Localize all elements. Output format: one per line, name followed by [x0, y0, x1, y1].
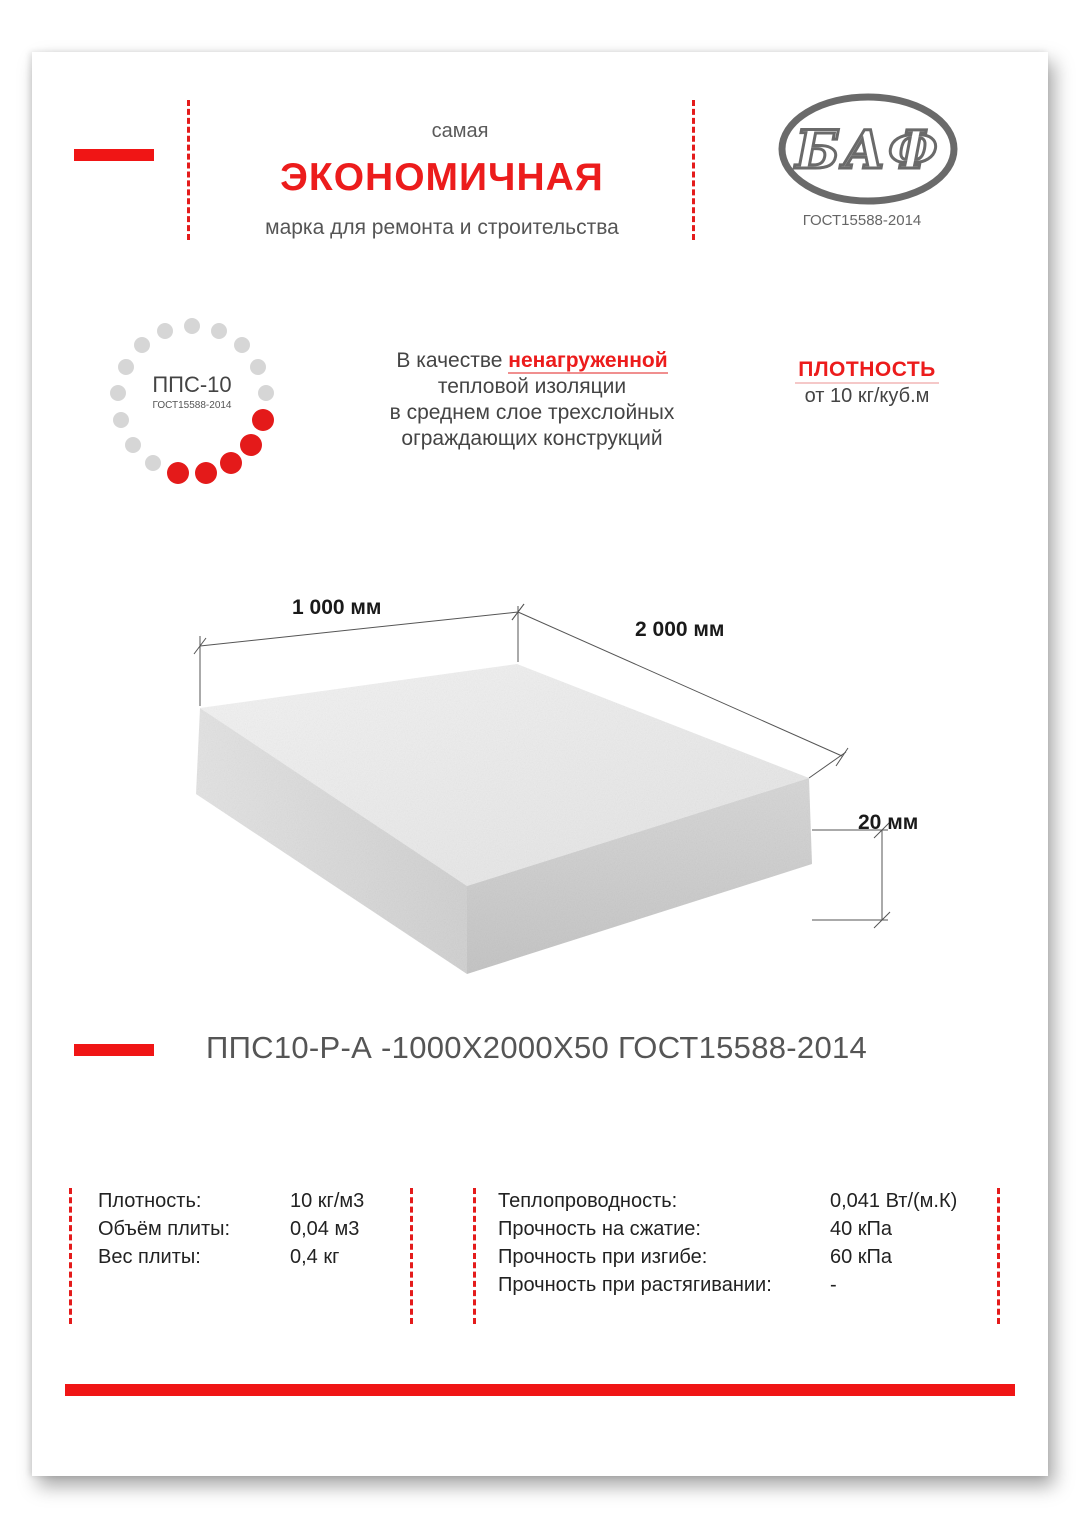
badge-standard: ГОСТ15588-2014	[152, 400, 232, 411]
spec-label: Прочность при растягивании:	[498, 1274, 772, 1296]
badge-dot-red	[167, 462, 189, 484]
badge-dot-gray	[125, 437, 141, 453]
dimension-width: 1 000 мм	[292, 596, 382, 619]
pre-title: самая	[431, 120, 489, 142]
specs-divider-3	[473, 1188, 476, 1324]
badge-dot-gray	[110, 385, 126, 401]
badge-dot-gray	[113, 412, 129, 428]
spec-label: Плотность:	[98, 1190, 202, 1212]
badge-dot-gray	[184, 318, 200, 334]
code-red-bar	[74, 1044, 154, 1056]
page-title: ЭКОНОМИЧНАЯ	[280, 156, 604, 199]
spec-value: -	[830, 1274, 837, 1296]
badge-name: ППС-10	[152, 372, 232, 397]
badge-dot-red	[240, 434, 262, 456]
badge-dot-gray	[145, 455, 161, 471]
dimension-thickness: 20 мм	[858, 811, 919, 834]
specs-divider-1	[69, 1188, 72, 1324]
spec-label: Вес плиты:	[98, 1246, 201, 1268]
specs-divider-4	[997, 1188, 1000, 1324]
usage-line-2: тепловой изоляции	[437, 375, 627, 398]
pps-badge	[110, 314, 274, 488]
spec-label: Прочность при изгибе:	[498, 1246, 708, 1268]
spec-label: Теплопроводность:	[498, 1190, 678, 1212]
spec-label: Прочность на сжатие:	[498, 1218, 701, 1240]
spec-value: 10 кг/м3	[290, 1190, 365, 1212]
density-label: ПЛОТНОСТЬ	[798, 358, 936, 381]
logo-standard: ГОСТ15588-2014	[802, 212, 922, 229]
logo-text: БАФ	[795, 120, 941, 181]
spec-value: 0,04 м3	[290, 1218, 360, 1240]
page-subtitle: марка для ремонта и строительства	[265, 216, 619, 239]
badge-dot-red	[252, 409, 274, 431]
spec-value: 40 кПа	[830, 1218, 893, 1240]
spec-value: 0,4 кг	[290, 1246, 340, 1268]
badge-dot-gray	[258, 385, 274, 401]
footer-red-bar	[65, 1384, 1015, 1396]
dimension-length: 2 000 мм	[635, 618, 725, 641]
product-code: ППС10-Р-А -1000Х2000Х50 ГОСТ15588-2014	[206, 1030, 868, 1065]
usage-highlight: ненагруженной	[508, 349, 668, 372]
header-divider-right	[692, 100, 695, 240]
badge-dot-red	[195, 462, 217, 484]
foam-board-illustration	[182, 576, 962, 996]
badge-dot-gray	[211, 323, 227, 339]
spec-value: 0,041 Вт/(м.К)	[830, 1190, 958, 1212]
usage-prefix: В качестве	[396, 349, 509, 372]
brand-logo	[778, 92, 958, 212]
usage-line-3: в среднем слое трехслойных	[389, 401, 675, 424]
usage-text	[342, 348, 722, 452]
spec-label: Объём плиты:	[98, 1218, 231, 1240]
header-red-bar	[74, 149, 154, 161]
density-underline	[795, 382, 939, 384]
usage-line-4: ограждающих конструкций	[401, 427, 663, 450]
density-value: от 10 кг/куб.м	[804, 385, 930, 407]
usage-line-1	[342, 348, 722, 374]
badge-dot-gray	[134, 337, 150, 353]
header-divider-left	[187, 100, 190, 240]
badge-dot-gray	[118, 359, 134, 375]
badge-dot-red	[220, 452, 242, 474]
badge-dot-gray	[234, 337, 250, 353]
product-sheet	[32, 52, 1048, 1476]
badge-dot-gray	[157, 323, 173, 339]
spec-value: 60 кПа	[830, 1246, 893, 1268]
badge-dot-gray	[250, 359, 266, 375]
specs-divider-2	[410, 1188, 413, 1324]
